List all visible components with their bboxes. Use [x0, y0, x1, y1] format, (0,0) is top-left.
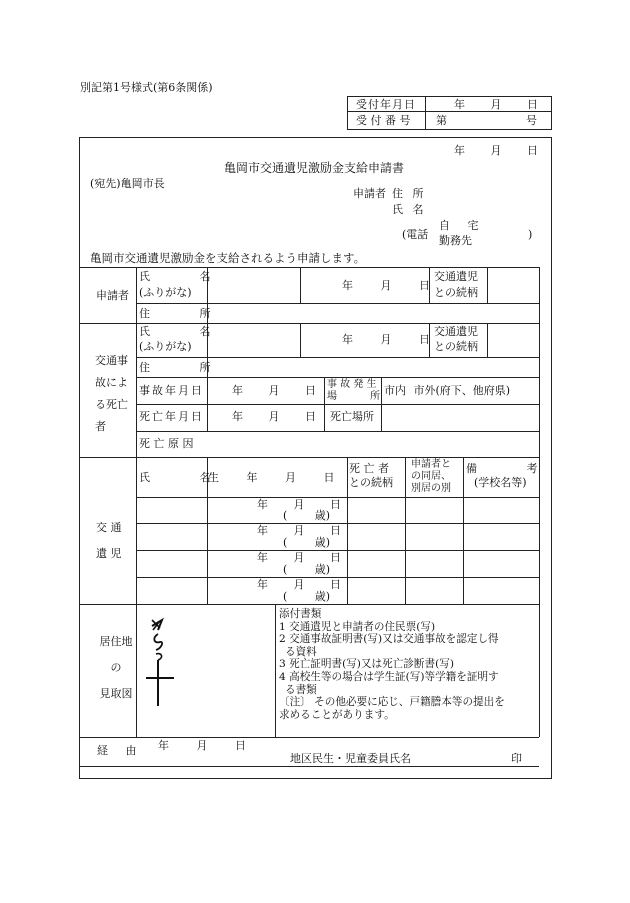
- applicant-address-row-label: 住 所: [139, 307, 211, 320]
- applicant-relation-2: との続柄: [434, 286, 478, 299]
- receipt-date-value[interactable]: 年 月 日: [454, 98, 538, 111]
- attachment-note: 求めることがあります。: [279, 708, 395, 721]
- orphans-col-remarks-1: 備 考: [466, 462, 538, 475]
- orphans-col-name: 氏 名: [139, 471, 211, 484]
- routing-date[interactable]: 年 月 日: [158, 739, 246, 752]
- orphans-col-birth: 生 年 月 日: [208, 471, 335, 484]
- north-arrow-sketch: [142, 616, 182, 708]
- receipt-no-suffix: 号: [526, 114, 537, 127]
- orphan-4-age[interactable]: ( 歳): [283, 590, 331, 603]
- accident-place-label-1: 事 故 発 生: [327, 379, 377, 390]
- victim-address-label: 住 所: [139, 361, 211, 374]
- attachment-item: 3 死亡証明書(写)又は死亡診断書(写): [279, 658, 454, 671]
- orphan-3-birth[interactable]: 年 月 日: [257, 551, 341, 564]
- death-place-label: 死亡場所: [330, 410, 374, 423]
- orphan-2-birth[interactable]: 年 月 日: [257, 524, 341, 537]
- attachment-item: 4 高校生等の場合は学生証(写)等学籍を証明す: [279, 670, 499, 683]
- victim-relation-1: 交通遺児: [434, 325, 478, 338]
- receipt-date-label: 受付年月日: [356, 98, 416, 111]
- applicant-address-label: 住 所: [392, 187, 424, 200]
- attachments-title: 添付書類: [279, 608, 322, 620]
- victim-relation-2: との続柄: [434, 340, 478, 353]
- orphans-col-living-2: の同居、: [411, 471, 451, 482]
- applicant-birth[interactable]: 年 月 日: [342, 279, 430, 292]
- attachment-item: 1 交通遺児と申請者の住民票(写): [279, 620, 436, 633]
- commissioner-label: 地区民生・児童委員氏名: [290, 752, 411, 765]
- request-text: 亀岡市交通遺児激励金を支給されるよう申請します。: [90, 251, 366, 265]
- victim-section-header: 交通事 故によ る死亡 者: [95, 354, 128, 433]
- orphan-4-birth[interactable]: 年 月 日: [257, 578, 341, 591]
- phone-close: ): [528, 228, 533, 241]
- applicant-name-label-1: 氏 名: [139, 270, 211, 283]
- applicant-name-label: 氏 名: [392, 203, 424, 216]
- accident-place-label-2: 場 所: [327, 391, 381, 402]
- orphans-col-remarks-2: (学校名等): [474, 476, 527, 489]
- addressee: (宛先)亀岡市長: [90, 177, 165, 190]
- victim-name-label-1: 氏 名: [139, 325, 211, 338]
- victim-birth[interactable]: 年 月 日: [342, 333, 430, 346]
- applicant-name-label-2: (ふりがな): [139, 286, 192, 299]
- applicant-label: 申請者: [353, 187, 386, 200]
- orphans-col-living-3: 別居の別: [411, 483, 451, 494]
- attachment-item: 2 交通事故証明書(写)又は交通事故を認定し得: [279, 633, 499, 646]
- applicant-section-header: 申請者: [96, 289, 129, 302]
- receipt-no-label: 受 付 番 号: [356, 114, 411, 127]
- form-id: 別記第1号様式(第6条関係): [80, 81, 213, 94]
- form-title: 亀岡市交通遺児激励金支給申請書: [224, 161, 405, 175]
- orphans-col-relation-2: との続柄: [349, 476, 393, 489]
- form-date[interactable]: 年 月 日: [454, 144, 538, 157]
- attachments-list: [279, 608, 537, 721]
- orphans-col-living-1: 申請者と: [411, 459, 451, 470]
- phone-open: (電話: [402, 228, 429, 241]
- phone-work-label: 勤務先: [439, 234, 472, 247]
- seal-mark: 印: [511, 752, 522, 765]
- attachment-item: る資料: [285, 645, 317, 658]
- orphan-1-birth[interactable]: 年 月 日: [257, 498, 341, 511]
- victim-name-label-2: (ふりがな): [139, 340, 192, 353]
- death-cause-label: 死 亡 原 因: [139, 437, 194, 450]
- attachment-item: る書類: [285, 683, 317, 696]
- routing-section-header: 経 由: [97, 744, 137, 757]
- receipt-no-prefix[interactable]: 第: [436, 114, 447, 127]
- orphan-2-age[interactable]: ( 歳): [283, 536, 331, 549]
- death-date-value[interactable]: 年 月 日: [232, 410, 316, 423]
- phone-home-label: 自 宅: [439, 219, 479, 232]
- attachment-note: 〔注〕 その他必要に応じ、戸籍謄本等の提出を: [279, 696, 505, 709]
- applicant-relation-1: 交通遺児: [434, 270, 478, 283]
- orphan-1-age[interactable]: ( 歳): [283, 509, 331, 522]
- orphan-3-age[interactable]: ( 歳): [283, 563, 331, 576]
- accident-date-value[interactable]: 年 月 日: [232, 384, 316, 397]
- orphans-section-header: 交 通 遺 児: [96, 521, 122, 560]
- death-date-label: 死亡年月日: [139, 410, 204, 423]
- residence-section-header: 居住地 の 見取図: [99, 635, 133, 700]
- accident-place-value[interactable]: 市内 市外(府下、他府県): [384, 384, 511, 397]
- accident-date-label: 事故年月日: [139, 384, 204, 397]
- orphans-col-relation-1: 死 亡 者: [349, 462, 389, 475]
